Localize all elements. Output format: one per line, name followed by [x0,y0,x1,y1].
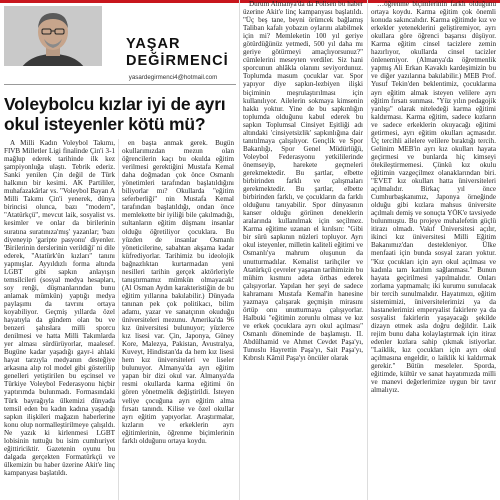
column-4-text: …öğrenme biçimlerinin farklı olduğunu ortaya koydu. Karma eğitim çok önemli konuda sakıncalıdır. Karma eğitimde kız ve erkekler yeteneklerini geliştiremiyor, ayrı okullara göre öğrenci başarısı düşüyor. Karma eğitim cinsel tacizlere zemin hazırlıyor, okullarda cinsel tacizler önlenemiyor. (Almanya'da öğretmenlik yapmış Ali Erkan Kavaklı kardeşimizin bu ve diğer yazılarına bakılabilir.) MEB Prof. Yusuf Tekin'den beklentimiz, çocuklarına ayrı eğitim almak isteyen velilere ayrı eğitim fırsatı sunması. "Yüz yılın pedagojik yanlışı" olarak niteledeği karma eğitimi kaldırması. Karma eğitim, sadece kızların ve sadece erkeklerin okuyacağı eğitimi getirmesi, ayrı eğitim okulları açmasıdır. Üç tercihli ailelere velilere bıraktığı tercih. Gelinim MEB'in ayrı kız okulları hayata geçirmesi ve bunlarda hiç kimseyi ötekileştirmemesi. Çünkü kız okulu eğitimin vazgeçilmez olanaklarından biri. "EVET kız okulları hatta üniversiteleri açılmalıdır. Birkaç yıl önce Cumhurbaşkanımız, Japonya örneğinde olduğu gibi kızlara mahsus üniversite açılmalı demiş ve sonuçta YÖK'e tavsiyede bulunmuştu. Bu projeye muhalefetin güçlü itirazı olmadı. Vakıf Üniversitesi açılır, ikinci kız üniversitesi Milli Eğitim Bakanımız'dan destekleniyor. Ülke menfaati için bunda sosyal zararı yoktur. "Kız çocukları için ayrı okul açılması ve kadınla tam katılım sağlanması." Bunun hayata geçirilmesi yapılmalıdır. Onları zorlama yapmamalı; iki kurumu sunulacak bir tercih sunulmalıdır. Hayatımızı, eğitim sistemimizi, üniversitelerimizi ya da hastanelerimizi emperyalist fakirlere ya da sosyalist fakirlerin yaşayacağı şekilde dizayn etmek asla doğru değildir. Laik rejim bunu daha kolaylaştırmak için itiraz edenler kızlara sahip çıkmak istiyorlar. "Laiklik, kız çocukları için ayrı okul açılmasına engeldir, o laiklik ki kaldırmak gerekir." Bütün meseleler. Sporda, eğitimde, kültür ve sanat hayatımızda milli ve manevi değerlerimize uygun bir tavır almalıyız. [371,0,496,395]
column-1-text: A Milli Kadın Voleybol Takımı, FIVB Milletler Ligi finalinde Çin'i 3-1 mağlup ederek tarihinde ilk kez şampiyonluğa ulaştı. Tebrik ederiz. Sanki yenilen Çin değil de Türk halkının bir kesimi. AK Partililer, muhafazakârlar vs. "Voleybol Bayan A Milli Takımı Çin'i yenerek, dünya birincisi olunca, bazı "modern", "Atatürkçü", mevcut laik, sosyalist vs. kesimler ve onlar da birilerinin suratına suratınıza'mış' yazanlar; 'bazı diyeneyip 'garipte pasyonu' diyenler. 'Birilerinin derslerinin verildiği' ni dile ederek, "Atatürk'ün kızları" tanını yapmışlar. Ayyıldızlı forma altında LGBT gibi sapkın anlayışın temsilcileri (sosyal medya hesapları, soy renği, düşmanlarından bunu anlamak mümkün) yaptığı medya paylaşımı da tavrını ortaya koyabiliyor. Geçmiş yıllarda özel hayatıyla da gündem olan bu ve benzeri şahıslara milli sporcu denilmesi ve hatta Milli Takımlarda yer alması sürdürüyorlar, maalesef. Bugüne kadar yaşadığı gayr-i ahlaki hayat tarzıyla medyanın desteğiye arkasına alıp rol model gibi gösterilip genelleri yetiştirilen bu eşcinsel ve Türkiye Voleybol Federasyonu hiçbir yaptırımda bulunmadı. Formasındaki Türk bayrağıyla ülkemizi dünyada temsil eden bu kadın kadına yaşadığı sapkın ilişkileri mağazın haberlerine konu olup normalleştirilmeye çalışıldı. Ne yazık ki kirlenmesi LGBT lobisinin tuttuğu bu isim cumhuriyet eğittiriciktir. Gazetenin oyunu bu dalgada gerçekten Formatürkçü ve ülkemizin bu haber üzerine Akit'e linç kampanyası başlatıldı. [4,139,115,477]
article-column-3 [243,0,363,362]
author-last-name: DEĞİRMENCİ [126,53,229,69]
header-divider [4,84,236,85]
author-photo [4,6,102,66]
column-divider [367,0,368,500]
article-column-2 [122,139,234,445]
author-first-name: YAŞAR [126,36,181,52]
column-header [0,0,236,100]
column-divider [118,139,119,500]
article-column-1 [4,139,115,477]
article-headline: Voleybolcu kızlar iyi de ayrı okul isteyenler kötü mü? [4,94,226,134]
author-email[interactable]: yasardegirmenci4@hotmail.com [128,74,218,81]
author-name [126,36,234,70]
column-2-text: en başta anmak gerek. Bugün okullarımızdan mezun olan öğrencilerin kaçı bu okulda eğitim verilmesi gerektiğini Mustafa Kemal daha doğmadan çok önce Osmanlı yönetimleri tarafından başlatıldığını biliyorlar mı? Okullarda "eğitim seferberliği" nin Mustafa Kemal tarafından başlatıldığı, ondan önce memlekette bir iyiliği bile çakılmadığı, sultanların eğitim düşmanı insanlar olduğu öğretiliyor çocuklara. Bu yüzden de insanlar Osmanlı yöneticilerine, sabahtan akşama kadar küfrediyorlar. Tarihimiz bu ideolojik bağnazlıktan kurtarmadan yeni nesilleri tarihin gerçek aktörleriyle tanıştırmamız mümkün olmayacak! (Al Osman Aydın karakteristiğin de bu eğitim yıllarına bakılabilir.) Dünyada tanınan pek çok politikacı, bilim adamı, yazar ve sanatçının okuduğu üniversiteleri mezunu. Amerika'da 96 kız üniversitesi bulunuyor; yüzlerce kız lisesi var. Çin, Japonya, Güney Kore, Malezya, Pakistan, Avustralya, Kuveyt, Hindistan'da da hem kız lisesi hem kız üniversiteleri ve liseler bulunuyor. Almanya'da ayrı eğitim yapan bir dizi okul var. Almanya'da resmi okullarda karma eğitimi ön gören yönetmelik değiştirildi. İsteyen veliye çocuğuna ayrı eğitim alma fırsatı tanındı. Kilise ve özel okullar ayrı eğitim yapıyorlar. Araştırmalar, kızların ve erkeklerin ayrı eğitimlerinin, öğrenme biçimlerinin farklı olduğunu ortaya koydu. [122,139,234,445]
article-column-4 [371,0,496,394]
column-3-text: Durum Almanya'da da Polisen bu haber üzerine Akit'e linç kampanyası başlatıldı. "Üç beş tane, beyni örümcek bağlamış Taliban kafalı yobazın oylarını alabilmek için mi? Memleketin 100 yıl geriye götürdüğünüz yetmedi, 500 yıl daha mı geriye götürmeyi amaçlıyorsunuz?" cümlelerini meseyten verdiler. Siz hani sporcunun ahlâkla olanını seviyordunuz. Toplumda masum çocuklar var. Spor yapıyor diye sapkın-lezbiyen ilişki biçiminin meşrulaştırılması için kullanılıyor. Ailelerin sokmaya kimsenin hakkı yoktur. Yine de bu sapkınlığın toplumda olduğunu kabul ederek bu sapkın Toplumsal Cinsiyet Eşitliği adı altındaki 'cinsiyetsizlik' sapkınlığına dair tanıtılmaya çalışılıyor. Gençlik ve Spor Bakanlığı, Spor Genel Müdürlüğü, Voleybol Federasyonu yetkililerinde önemseyip, harekete geçmeleri gerekmektedir. Bu şartlar, elbette birbirinden farklı ve çalışmaları gerekmektedir. Bu şartlar, elbette birbirinden farklı, ve çocukların da farklı olduğunu tanıyabilir. Spor dünyasının kanser olduğu görünen deneklerin aralarında kullanılmak için seçilmez. Karma eğitime uzanan el kırılsın: "Gibi bir sürü sapkının nüzleri topluyor. Ayrı okul isteyenler, milletin kaliteli eğitimi ve Osmanlı'ya mahrum oluşunun da unutturmadılar. Kemalist tarihçiler ve Atatürkçü çevreler yaşanan tarihimizin bu mühim kısmını adeta örtbas ederek çalışıyorlar. Yapılan her şeyi de sadece kahramanı Mustafa Kemal'in hanesine yazmaya çalışarak geçmişin mirasını örtüp onu unutturmaya çalışıyorlar. Halbuki "eğitimin zorunlu olması ve kız ve erkek çocuklara ayrı okul açılması" Osmanlı döneminde de başlamıştı. II. Abdülhamid ve Ahmet Cevdet Paşa'yı, Tunuslu Hayrettin Paşa'yı, Sait Paşa'yı, Kıbrıslı Kâmil Paşa'yı öncüler olarak [243,0,363,363]
column-divider [239,0,240,500]
author-portrait-icon [4,6,102,66]
